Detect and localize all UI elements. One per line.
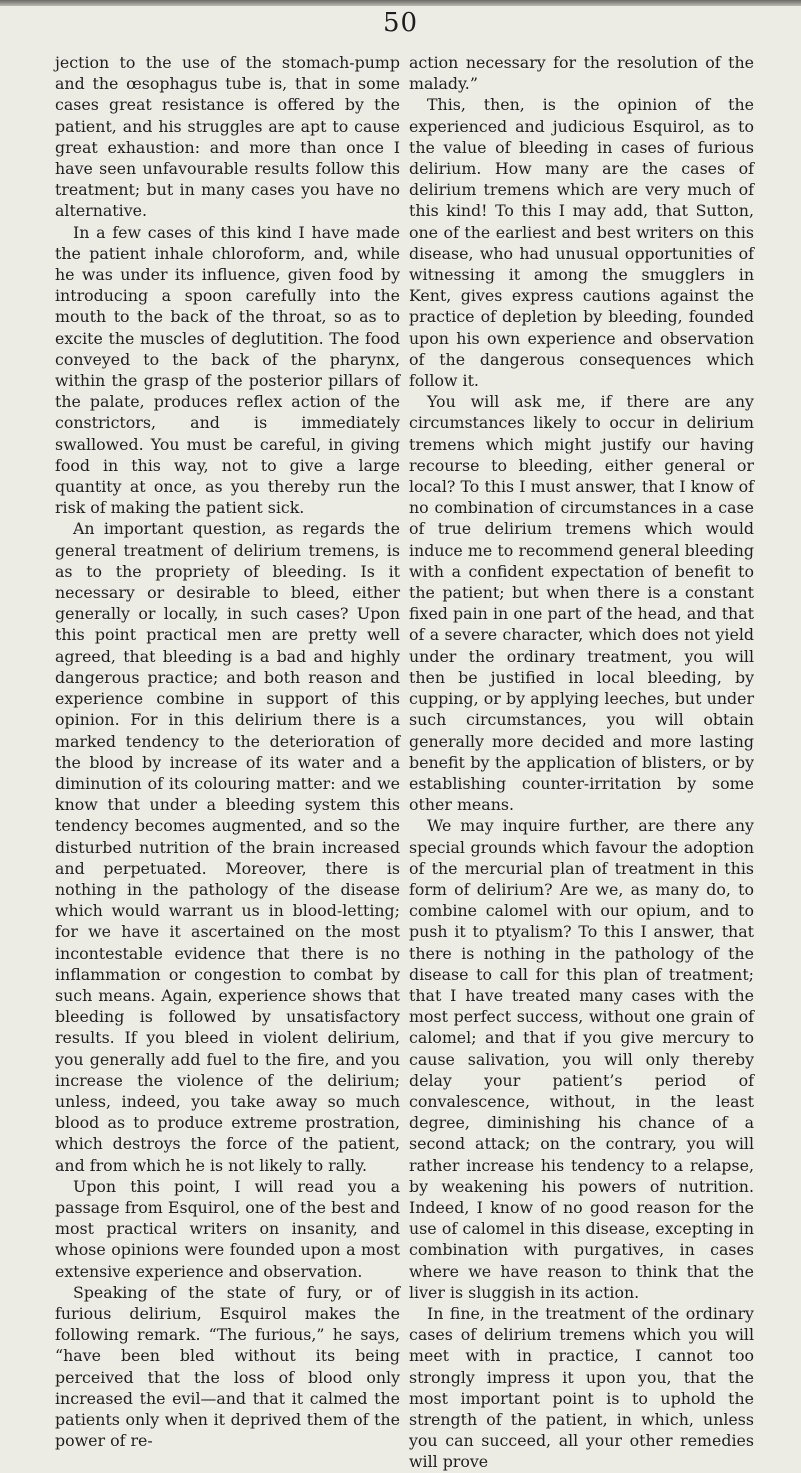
paragraph: In a few cases of this kind I have made the patient inhale chloroform, and, while he was under its influence, given food by introducing a spoon carefully into the mouth to the back of the throat, so as to excite the muscles of deglutition. The food conveyed to the back of the pharynx, within the grasp of the posterior pillars of the palate, produces reflex action of the constrictors, and is immediately swallowed. You must be careful, in giving food in this way, not to give a large quantity at once, as you thereby run the risk of making the patient sick. [55,222,400,518]
paragraph: We may inquire further, are there any special grounds which favour the adoption of the mercurial plan of treatment in this form of delirium? Are we, as many do, to combine calomel with our opium, and to push it to ptyalism? To this I answer, that there is nothing in the pathology of the disease to call for this plan of treatment; that I have treated many cases with the most perfect success, without one grain of calomel; and that if you give mercury to cause salivation, you will only thereby delay your patient’s period of convalescence, without, in the least degree, diminishing his chance of a second attack; on the contrary, you will rather increase his tendency to a relapse, by weakening his powers of nutrition. Indeed, I know of no good reason for the use of calomel in this disease, excepting in combination with purgatives, in cases where we have reason to think that the liver is sluggish in its action. [409,816,754,1302]
paragraph: jection to the use of the stomach-pump and the œsophagus tube is, that in some cases great resistance is offered by the patient, and his struggles are apt to cause great exhaustion: and more than once I have seen unfavourable results follow this treatment; but in many cases you have no alternative. [55,53,400,221]
paragraph: Speaking of the state of fury, or of furious delirium, Esquirol makes the following remark. “The furious,” he says, “have been bled without its being perceived that the loss of blood only increased the evil—and that it calmed the patients only when it deprived them of the power of re- [55,1282,400,1451]
paragraph: action necessary for the resolution of the malady.” [409,53,754,94]
paragraph: You will ask me, if there are any circumstances likely to occur in delirium tremens which might justify our having recourse to bleeding, either general or local? To this I must answer, that I know of no combination of circumstances in a case of true delirium tremens which would induce me to recommend general bleeding with a confident expectation of benefit to the patient; but when there is a constant fixed pain in one part of the head, and that of a severe character, which does not yield under the ordinary treatment, you will then be justified in local bleeding, by cupping, or by applying leeches, but under such circumstances, you will obtain generally more decided and more lasting benefit by the application of blisters, or by establishing counter-irritation by some other means. [409,392,754,815]
paragraph: This, then, is the opinion of the experienced and judicious Esquirol, as to the value of bleeding in cases of furious delirium. How many are the cases of delirium tremens which are very much of this kind! To this I may add, that Sutton, one of the earliest and best writers on this disease, who had unusual opportunities of witnessing it among the smugglers in Kent, gives express cautions against the practice of depletion by bleeding, founded upon his own experience and observation of the dangerous consequences which follow it. [409,95,754,391]
page-number: 50 [382,8,419,38]
page-top-edge [0,0,801,6]
paragraph: In fine, in the treatment of the ordinary cases of delirium tremens which you will meet with in practice, I cannot too strongly impress it upon you, that the most important point is to uphold the strength of the patient, in which, unless you can succeed, all your other remedies will prove [409,1303,754,1472]
paragraph: An important question, as regards the general treatment of delirium tremens, is as to the propriety of bleeding. Is it necessary or desirable to bleed, either generally or locally, in such cases? Upon this point practical men are pretty well agreed, that bleeding is a bad and highly dangerous practice; and both reason and experience combine in support of this opinion. For in this delirium there is a marked tendency to the deterioration of the blood by increase of its water and a diminution of its colouring matter: and we know that under a bleeding system this tendency becomes augmented, and so the disturbed nutrition of the brain increased and perpetuated. Moreover, there is nothing in the pathology of the disease which would warrant us in blood-letting; for we have it ascertained on the most incontestable evidence that there is no inflammation or congestion to combat by such means. Again, experience shows that bleeding is followed by unsatisfactory results. If you bleed in violent delirium, you generally add fuel to the fire, and you increase the violence of the delirium; unless, indeed, you take away so much blood as to produce extreme prostration, which destroys the force of the patient, and from which he is not likely to rally. [55,519,400,1175]
left-text-column [55,52,400,1451]
right-text-column [409,52,754,1473]
paragraph: Upon this point, I will read you a passage from Esquirol, one of the best and most practical writers on insanity, and whose opinions were founded upon a most extensive experience and observation. [55,1176,400,1281]
